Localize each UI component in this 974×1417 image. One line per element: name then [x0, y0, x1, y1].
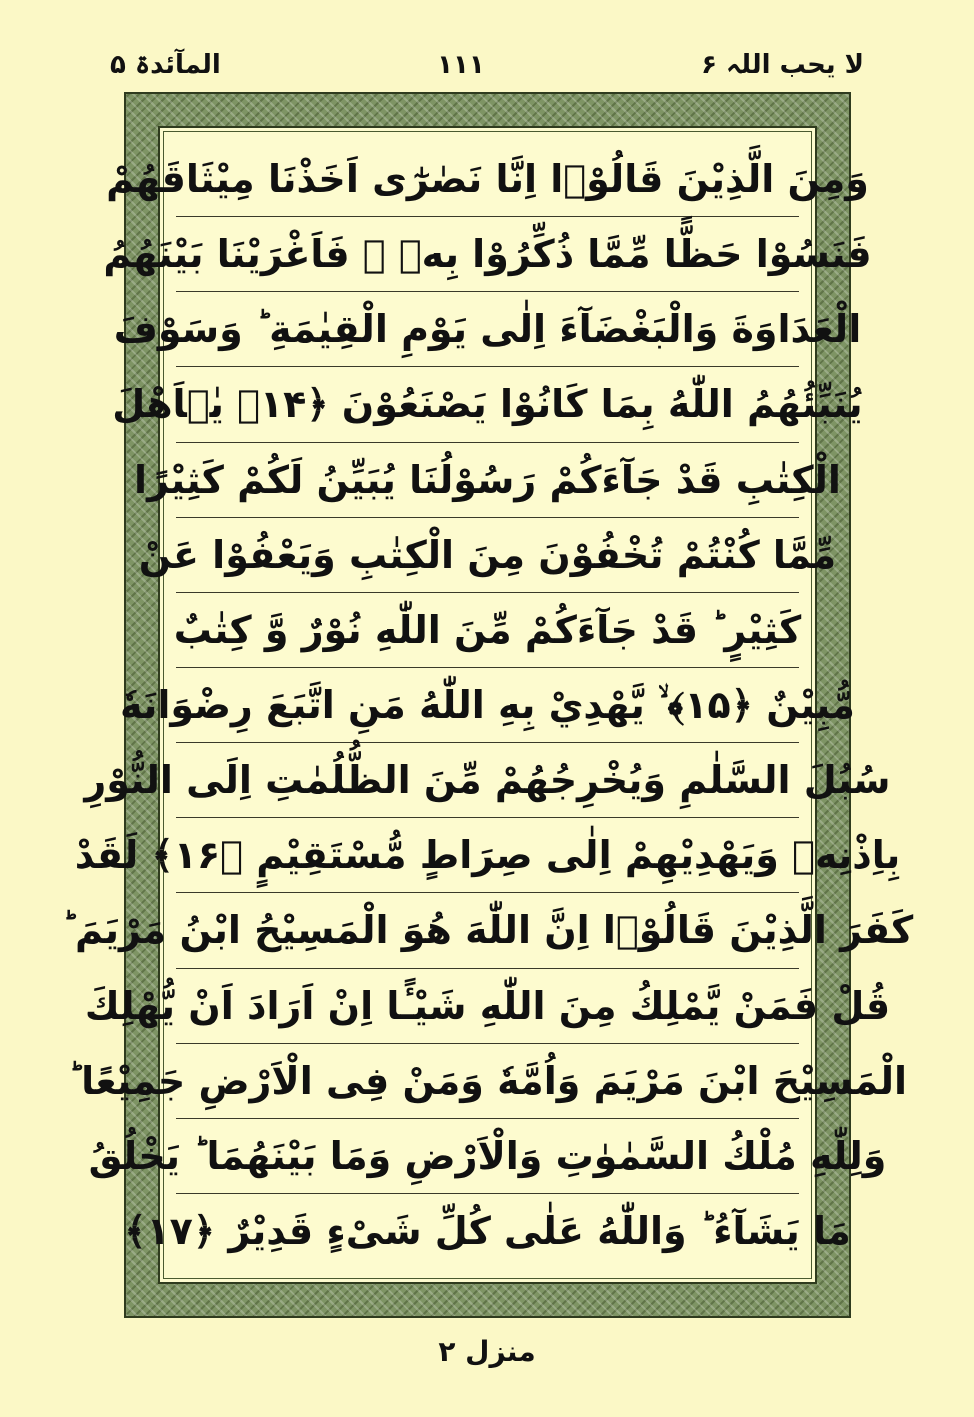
- manzil-label: منزل ۲: [438, 1335, 536, 1368]
- verse-line: وَلِلّٰهِ مُلْكُ السَّمٰوٰتِ وَالْاَرْضِ وَمَا بَيْنَهُمَا ؕ يَخْلُقُ: [176, 1119, 799, 1194]
- verse-line: الْكِتٰبِ قَدْ جَآءَكُمْ رَسُوْلُنَا يُبَيِّنُ لَكُمْ كَثِيْرًا: [176, 443, 799, 518]
- verse-line: الْمَسِيْحَ ابْنَ مَرْيَمَ وَاُمَّهٗ وَمَنْ فِى الْاَرْضِ جَمِيْعًا ؕ: [176, 1044, 799, 1119]
- verse-line: يُنَبِّئُهُمُ اللّٰهُ بِمَا كَانُوْا يَصْنَعُوْنَ ﴿۱۴﴾ يٰۤاَهْلَ: [176, 367, 799, 442]
- verse-lines: [61, 142, 914, 1268]
- verse-line: كَفَرَ الَّذِيْنَ قَالُوْۤا اِنَّ اللّٰهَ هُوَ الْمَسِيْحُ ابْنُ مَرْيَمَ ؕ: [176, 893, 799, 968]
- verse-line: سُبُلَ السَّلٰمِ وَيُخْرِجُهُمْ مِّنَ الظُّلُمٰتِ اِلَى النُّوْرِ: [176, 743, 799, 818]
- verse-line: الْعَدَاوَةَ وَالْبَغْضَآءَ اِلٰى يَوْمِ الْقِيٰمَةِ ؕ وَسَوْفَ: [176, 292, 799, 367]
- ornamental-border: [61, 92, 914, 1318]
- surah-name: المآئدۃ ۵: [110, 50, 221, 80]
- page-number: ۱۱۱: [437, 50, 485, 80]
- verse-line: وَمِنَ الَّذِيْنَ قَالُوْۤا اِنَّا نَصٰرٰٓى اَخَذْنَا مِيْثَاقَهُمْ: [176, 142, 799, 217]
- para-name: لا یحب اللہ ۶: [701, 50, 864, 80]
- verse-line: مَا يَشَآءُ ؕ وَاللّٰهُ عَلٰى كُلِّ شَىْءٍ قَدِيْرٌ ﴿۱۷﴾: [124, 1209, 851, 1254]
- page-header: [110, 40, 864, 90]
- text-panel: [61, 126, 914, 1284]
- verse-line: مِّمَّا كُنْتُمْ تُخْفُوْنَ مِنَ الْكِتٰبِ وَيَعْفُوْا عَنْ: [176, 518, 799, 593]
- verse-line: مُّبِيْنٌ ﴿۱۵﴾ ۙ يَّهْدِيْ بِهِ اللّٰهُ مَنِ اتَّبَعَ رِضْوَانَهٗ: [176, 668, 799, 743]
- verse-line: بِاِذْنِهٖ وَيَهْدِيْهِمْ اِلٰى صِرَاطٍ مُّسْتَقِيْمٍ ﴿۱۶﴾ لَقَدْ: [176, 818, 799, 893]
- verse-line: قُلْ فَمَنْ يَّمْلِكُ مِنَ اللّٰهِ شَيْـًٔا اِنْ اَرَادَ اَنْ يُّهْلِكَ: [176, 969, 799, 1044]
- verse-line: كَثِيْرٍ ؕ قَدْ جَآءَكُمْ مِّنَ اللّٰهِ نُوْرٌ وَّ كِتٰبٌ: [176, 593, 799, 668]
- verse-line: فَنَسُوْا حَظًّا مِّمَّا ذُكِّرُوْا بِهٖ ۪ فَاَغْرَيْنَا بَيْنَهُمُ: [176, 217, 799, 292]
